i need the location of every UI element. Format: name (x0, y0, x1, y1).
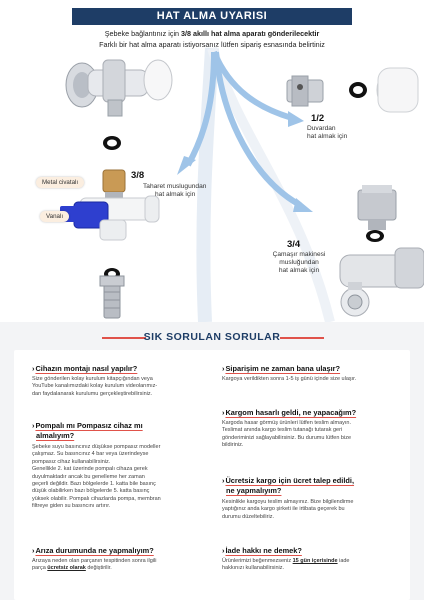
chevron-right-icon: › (222, 408, 225, 417)
hose-fitting-icon (100, 276, 124, 318)
size-desc-three-eighths: Taharet muslugundan hat almak için (143, 183, 207, 198)
faq-answer-montaj: Size gönderilen kolay kurulum kitapçığından veya YouTube kanalımızdaki kolay kurulum videolarımız- dan faydalanarak kurulumu gerçekleştirebilirsiniz. (32, 376, 158, 397)
size-label-half: 1/2 (311, 113, 325, 124)
washing-machine-tap-icon (340, 185, 424, 316)
faq-question-ucretsiz-kargo: ›Ücretsiz kargo için ücret talep edildi, ne yapmalıyım? (222, 476, 355, 495)
chevron-right-icon: › (32, 546, 35, 555)
chevron-right-icon: › (32, 364, 35, 373)
size-label-three-quarter: 3/4 (287, 239, 301, 250)
banner-line-2: Farklı bir hat alma aparatı istiyorsanız lütfen sipariş esnasında belirtiniz (99, 40, 325, 49)
chevron-right-icon: › (32, 421, 35, 430)
faq-question-hasarli: ›Kargom hasarlı geldi, ne yapacağım? (222, 408, 357, 417)
banner-line-1: Şebeke bağlantınız için 3/8 akıllı hat alma aparatı gönderilecektir (104, 29, 320, 38)
faq-answer-iade: Ürünlerimizi beğenmezseniz 15 gün içerisinde iade hakkınızı kullanabilirsiniz. (222, 558, 350, 572)
faq-answer-hasarli: Kargoda hasar görmüş ürünleri lütfen teslim almayın. Teslimat anında kargo teslim tutanağı tutarak geri gönderiminizi sağlayabilirsiniz. Bu durumu lütfen bize bildiriniz. (222, 420, 352, 449)
faq-question-siparis: ›Siparişim ne zaman bana ulaşır? (222, 364, 341, 373)
size-label-three-eighths: 3/8 (131, 170, 145, 181)
faq-answer-ariza: Arızaya neden olan parçanın tespitinden sonra ilgili parça ücretsiz olarak değiştirilir. (32, 558, 157, 572)
size-desc-three-quarter: Çamaşır makinesi musluğundan hat almak için (272, 251, 326, 274)
faq-panel (14, 350, 410, 600)
faq-question-iade: ›İade hakkı ne demek? (222, 546, 302, 555)
page-title: HAT ALMA UYARISI (72, 8, 352, 25)
chevron-right-icon: › (222, 546, 225, 555)
title-divider-right (280, 337, 324, 339)
faq-answer-siparis: Kargoya verildikten sonra 1-5 iş günü içinde size ulaşır. (222, 376, 357, 382)
faq-answer-ucretsiz-kargo: Kesinlikle kargoyu teslim almayınız. Bize bilgilendirme yaptığınız anda kargo şirketi ile irtibata geçerek bu durumu düzeltebiliriz. (222, 499, 354, 520)
size-desc-half: Duvardan hat almak için (307, 125, 348, 140)
chevron-right-icon: › (222, 476, 225, 485)
faq-question-ariza: ›Arıza durumunda ne yapmalıyım? (32, 546, 154, 555)
chevron-right-icon: › (222, 364, 225, 373)
angle-valve-top-icon (66, 60, 172, 116)
faq-question-montaj: ›Cihazın montajı nasıl yapılır? (32, 364, 138, 373)
tag-metal-bolt: Metal civatalı (36, 177, 84, 188)
faq-title: SIK SORULAN SORULAR (143, 331, 281, 343)
faq-answer-pompali: Şebeke suyu basıncınız düşükse pompasız modeller çalışmaz. Su basıncınız 4 bar veya üzerindeyse pompasız cihaz kullanabilirsiniz. Genellikle 2. kat üzerinde pompalı cihaza gerek duyulmaktadır ancak bu genelleme her zaman geçerli değildir. Bazı bölgelerde 1. katta bile basınç düşük olabilirken bazı bölgelerde 5. katta basınç yüksek olabilir. Pompalı cihazlarda pompa, membran filtreye giden su basıncını artırır. (32, 444, 161, 510)
faq-question-pompali: ›Pompalı mı Pompasız cihaz mı almalıyım? (32, 421, 143, 440)
tag-valve: Vanalı (40, 211, 69, 222)
